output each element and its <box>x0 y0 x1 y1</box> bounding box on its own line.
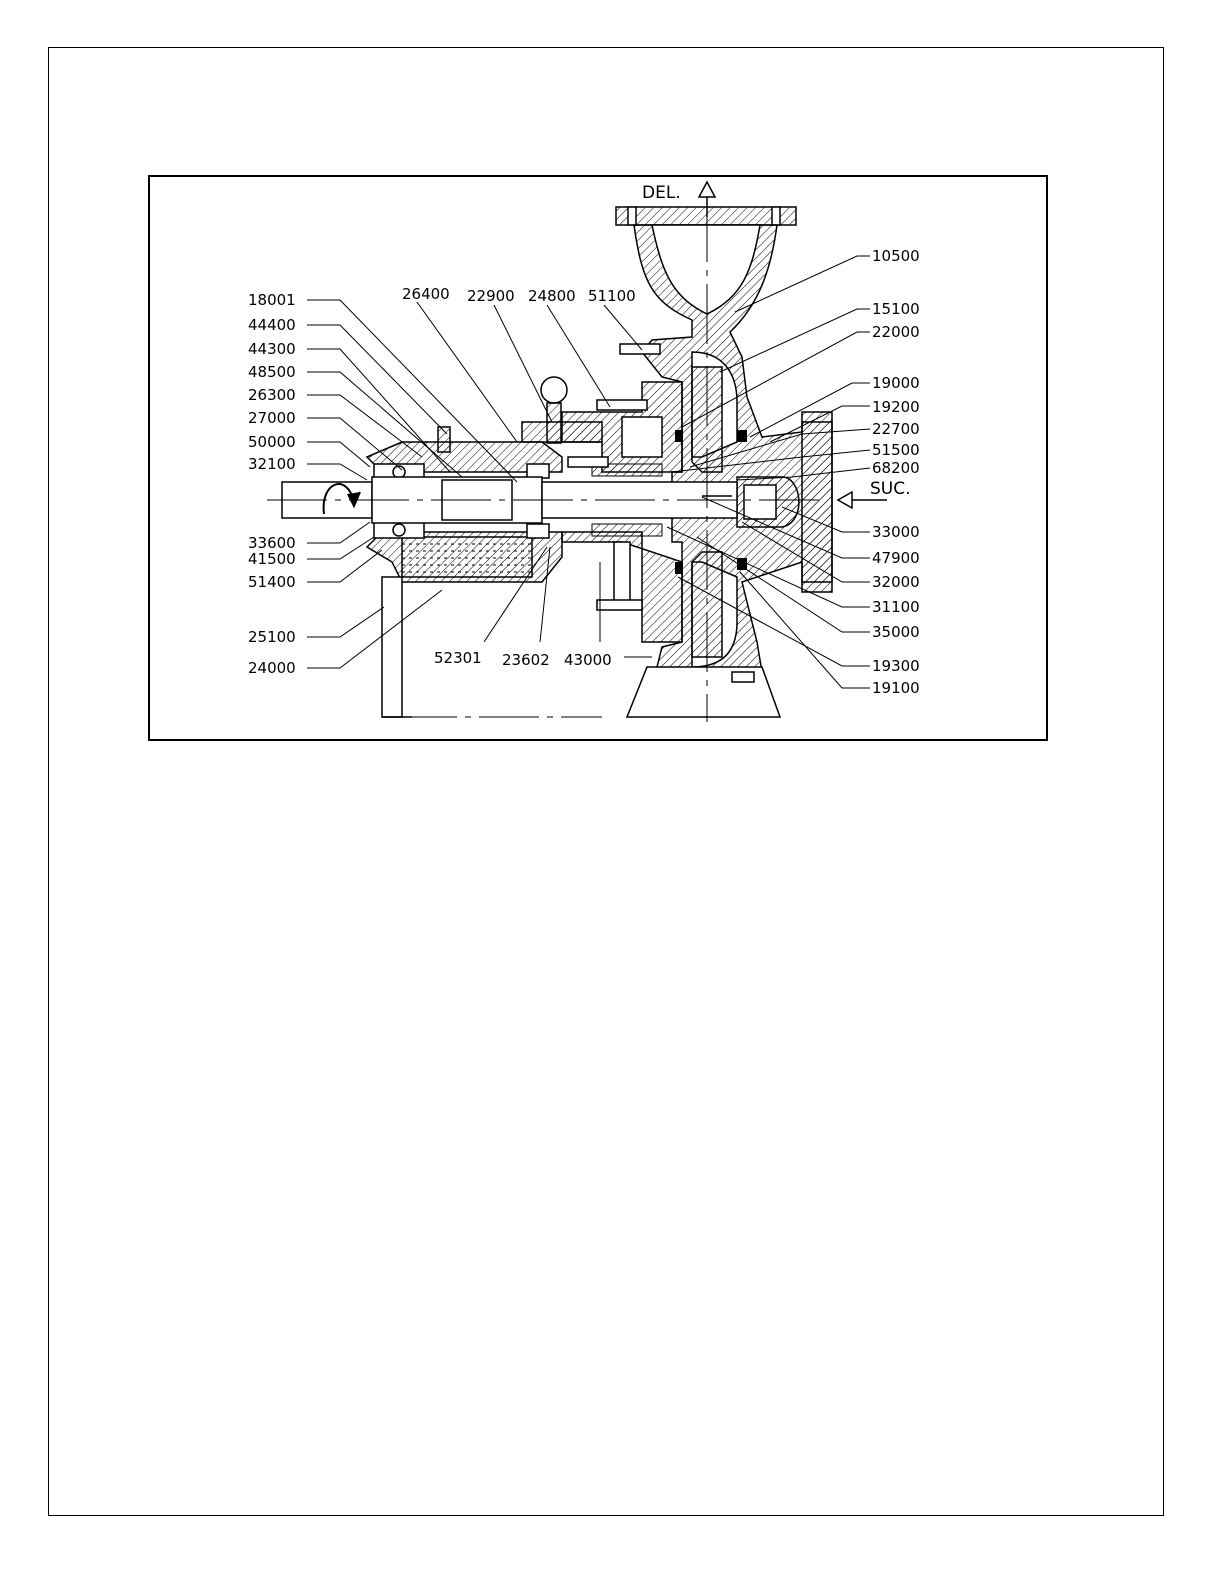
part-label: 18001 <box>248 291 296 309</box>
part-label: 48500 <box>248 363 296 381</box>
part-label: 50000 <box>248 433 296 451</box>
bottom-part-labels <box>434 649 612 669</box>
delivery-flange <box>616 207 796 225</box>
part-label: 15100 <box>872 300 920 318</box>
part-label: 33000 <box>872 523 920 541</box>
pump-drawing <box>150 177 1048 741</box>
part-label: 22900 <box>467 287 515 305</box>
part-label: 51500 <box>872 441 920 459</box>
part-label: 24800 <box>528 287 576 305</box>
part-label: 31100 <box>872 598 920 616</box>
pump-cross-section-figure <box>148 175 1048 741</box>
delivery-label: DEL. <box>642 183 681 203</box>
part-label: 26400 <box>402 285 450 303</box>
right-part-labels <box>872 247 920 697</box>
part-label: 44300 <box>248 340 296 358</box>
part-label: 19200 <box>872 398 920 416</box>
part-label: 43000 <box>564 651 612 669</box>
part-label: 51100 <box>588 287 636 305</box>
part-label: 19100 <box>872 679 920 697</box>
lifting-eye-bolt <box>522 377 602 443</box>
top-part-labels <box>402 285 636 305</box>
part-label: 47900 <box>872 549 920 567</box>
part-label: 24000 <box>248 659 296 677</box>
part-label: 26300 <box>248 386 296 404</box>
suction-label: SUC. <box>870 479 911 499</box>
part-label: 23602 <box>502 651 550 669</box>
part-label: 19000 <box>872 374 920 392</box>
part-label: 35000 <box>872 623 920 641</box>
casing-foot <box>627 667 780 717</box>
part-label: 33600 <box>248 534 296 552</box>
part-label: 27000 <box>248 409 296 427</box>
impeller-nut <box>737 477 799 527</box>
part-label: 25100 <box>248 628 296 646</box>
part-label: 68200 <box>872 459 920 477</box>
part-label: 52301 <box>434 649 482 667</box>
part-label: 19300 <box>872 657 920 675</box>
part-label: 51400 <box>248 573 296 591</box>
part-label: 10500 <box>872 247 920 265</box>
part-label: 41500 <box>248 550 296 568</box>
part-label: 32100 <box>248 455 296 473</box>
part-label: 32000 <box>872 573 920 591</box>
part-label: 22000 <box>872 323 920 341</box>
part-label: 22700 <box>872 420 920 438</box>
part-label: 44400 <box>248 316 296 334</box>
